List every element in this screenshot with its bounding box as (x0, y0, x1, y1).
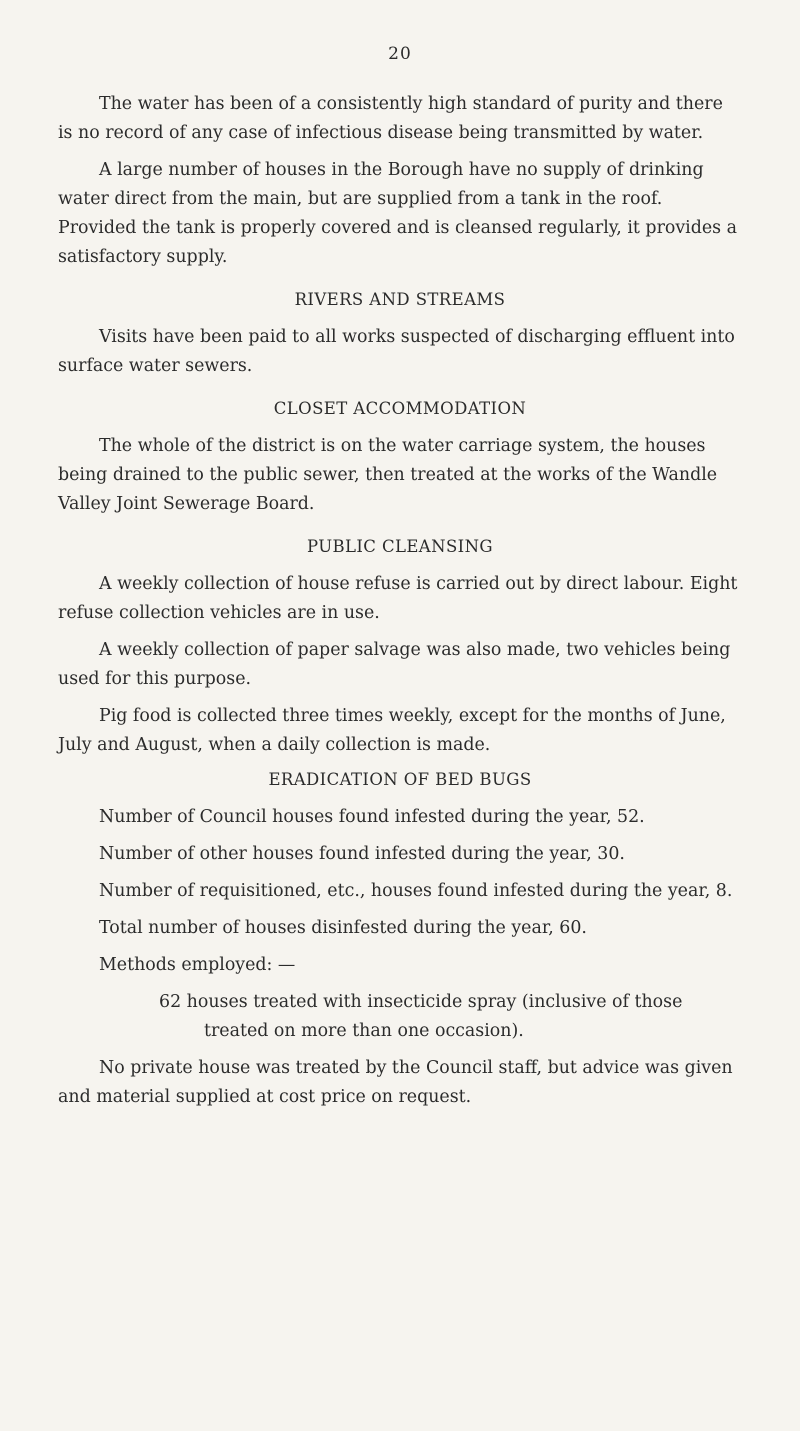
heading-closet-accommodation: CLOSET ACCOMMODATION (273, 399, 527, 418)
paragraph-paper-salvage: A weekly collection of paper salvage was also made, two vehicles being used for this purpose. (58, 640, 731, 689)
paragraph-refuse-collection: A weekly collection of house refuse is carried out by direct labour. Eight refuse collection vehicles are in use. (58, 574, 738, 623)
paragraph-methods-employed: Methods employed: — (99, 955, 296, 975)
paragraph-pig-food: Pig food is collected three times weekly, except for the months of June, July and August, when a daily collection is made. (58, 706, 726, 755)
heading-rivers-and-streams: RIVERS AND STREAMS (294, 290, 506, 309)
paragraph-council-houses-infested: Number of Council houses found infested during the year, 52. (99, 807, 645, 827)
paragraph-closet: The whole of the district is on the water carriage system, the houses being drained to the public sewer, then treated at the works of the Wandle Valley Joint Sewerage Board. (58, 436, 718, 514)
paragraph-water-purity: The water has been of a consistently high standard of purity and there is no record of any case of infectious disease being transmitted by water. (58, 94, 723, 143)
paragraph-total-disinfested: Total number of houses disinfested during the year, 60. (99, 918, 587, 938)
heading-public-cleansing: PUBLIC CLEANSING (306, 537, 493, 556)
page-number: 20 (388, 44, 412, 64)
paragraph-rivers: Visits have been paid to all works suspected of discharging effluent into surface water sewers. (58, 327, 735, 376)
paragraph-water-tank: A large number of houses in the Borough have no supply of drinking water direct from the main, but are supplied from a tank in the roof. Provided the tank is properly covered and is cleansed regularly, it provides a satisfactory supply. (58, 160, 737, 267)
paragraph-private-houses: No private house was treated by the Council staff, but advice was given and material supplied at cost price on request. (58, 1058, 733, 1107)
heading-eradication-of-bed-bugs: ERADICATION OF BED BUGS (268, 770, 532, 789)
paragraph-other-houses-infested: Number of other houses found infested during the year, 30. (99, 844, 625, 864)
paragraph-requisitioned-houses-infested: Number of requisitioned, etc., houses found infested during the year, 8. (99, 881, 733, 901)
list-item-insecticide-spray: 62 houses treated with insecticide spray (inclusive of those treated on more than one occasion). (159, 992, 683, 1041)
